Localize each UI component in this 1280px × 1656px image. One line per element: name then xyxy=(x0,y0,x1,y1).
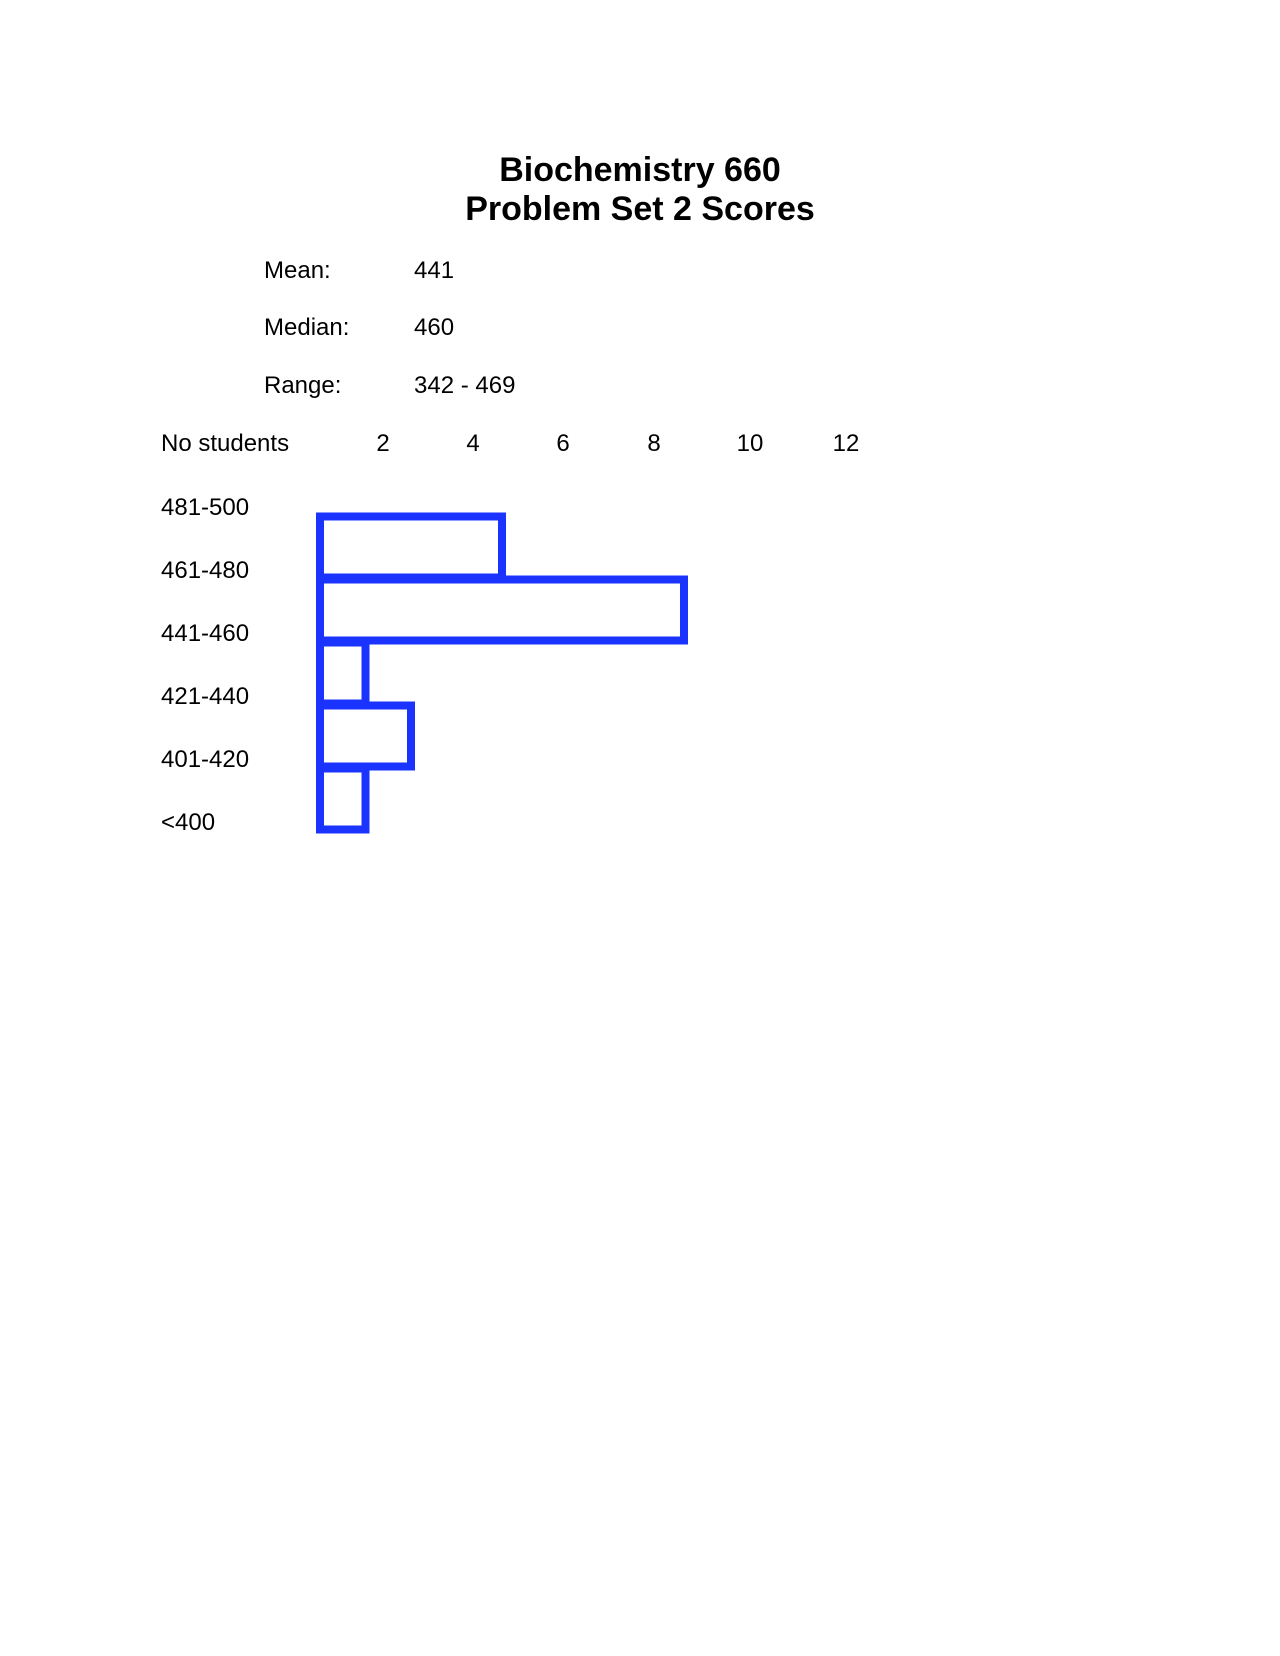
x-tick-label: 4 xyxy=(466,430,480,457)
median-value: 460 xyxy=(414,314,455,341)
chart-title-line2: Problem Set 2 Scores xyxy=(465,190,815,228)
x-tick-label: 12 xyxy=(832,430,860,457)
bar xyxy=(320,706,411,767)
bar xyxy=(320,580,684,641)
x-tick-label: 6 xyxy=(556,430,570,457)
axis-title: No students xyxy=(161,430,290,457)
category-label: 481-500 xyxy=(161,494,250,521)
chart-title-line1: Biochemistry 660 xyxy=(499,151,781,189)
bar xyxy=(320,517,502,578)
x-tick-label: 2 xyxy=(376,430,390,457)
bar xyxy=(320,643,366,704)
x-tick-label: 10 xyxy=(736,430,764,457)
mean-value: 441 xyxy=(414,257,455,284)
x-tick-label: 8 xyxy=(647,430,661,457)
category-label: 401-420 xyxy=(161,746,250,773)
category-label: 441-460 xyxy=(161,620,250,647)
range-value: 342 - 469 xyxy=(414,372,516,399)
bar xyxy=(320,769,366,830)
category-label: <400 xyxy=(161,809,216,836)
mean-label: Mean: xyxy=(264,257,331,284)
category-label: 461-480 xyxy=(161,557,250,584)
range-label: Range: xyxy=(264,372,342,399)
median-label: Median: xyxy=(264,314,350,341)
category-label: 421-440 xyxy=(161,683,250,710)
